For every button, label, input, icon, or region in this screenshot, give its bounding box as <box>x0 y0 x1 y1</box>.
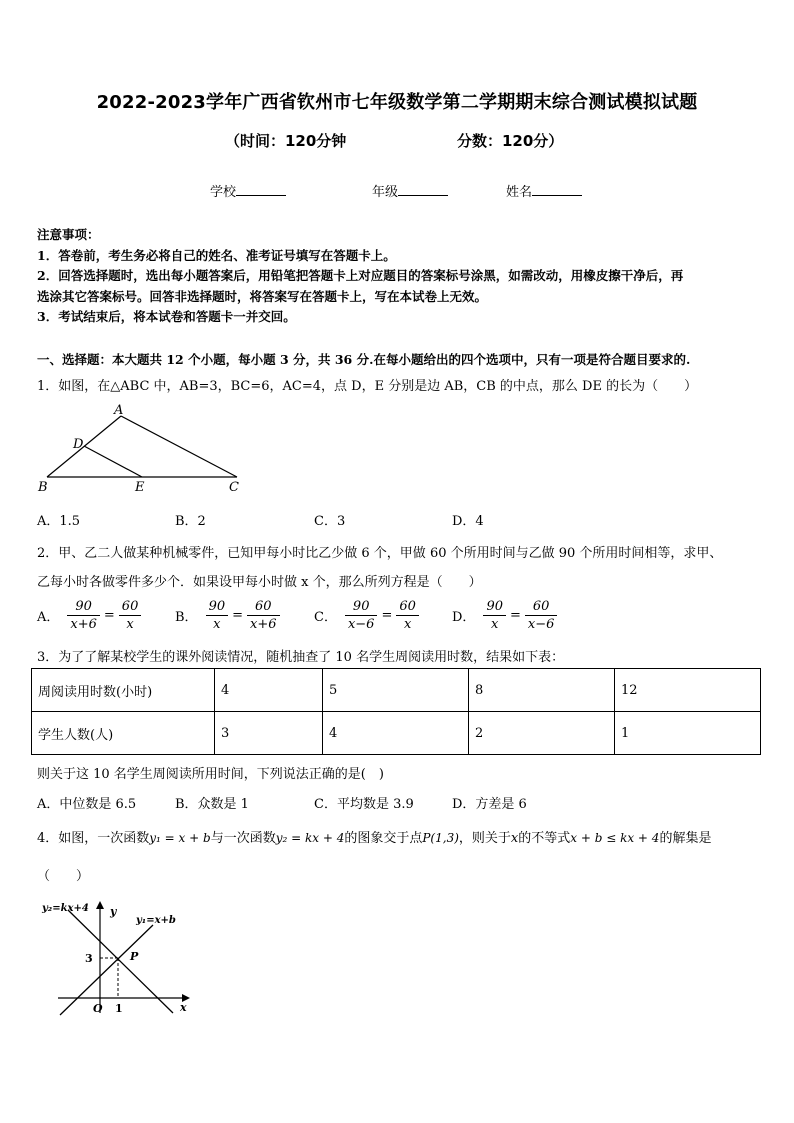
school-field <box>210 181 286 200</box>
q2-option-a: A． $\frac{90}{x+6}$ = $\frac{60}{x}$ <box>37 598 141 633</box>
q2-option-d: D． $\frac{90}{x}$ = $\frac{60}{x-6}$ <box>452 598 557 633</box>
name-field <box>506 181 582 200</box>
q3-option-c: C．平均数是 3.9 <box>314 797 414 812</box>
name-label: 姓名 <box>506 185 533 200</box>
label-e: E <box>135 480 145 495</box>
fraction: $\frac{90}{x-6}$ <box>345 598 378 633</box>
school-blank <box>236 183 286 196</box>
label-one: 1 <box>115 1002 123 1015</box>
exam-score: 分数：120分） <box>457 132 564 150</box>
name-blank <box>532 183 582 196</box>
question-1-stem: 1．如图，在△ABC 中，AB=3，BC=6，AC=4，点 D，E 分别是边 AB，CB 的中点，那么 DE 的长为（ ） <box>37 379 698 394</box>
formula-y2: y₂ = kx + 4 <box>275 831 345 845</box>
reading-time-table <box>31 668 761 755</box>
school-label: 学校 <box>210 185 237 200</box>
question-4-stem: 4．如图，一次函数y₁ = x + b与一次函数y₂ = kx + 4的图象交于点P(1,3)，则关于x的不等式x + b ≤ kx + 4的解集是 <box>37 831 712 846</box>
label-a: A <box>114 403 124 418</box>
table-cell: 4 <box>215 669 323 712</box>
table-cell: 周阅读用时数(小时) <box>32 669 215 712</box>
fraction: $\frac{60}{x+6}$ <box>247 598 280 633</box>
notes-item: 2．回答选择题时，选出每小题答案后，用铅笔把答题卡上对应题目的答案标号涂黑，如需改动，用橡皮擦干净后，再 <box>37 268 684 283</box>
label-y2: y₂=kx+4 <box>42 903 89 914</box>
q1-option-a: A．1.5 <box>37 514 81 529</box>
q1-option-b: B．2 <box>175 514 206 529</box>
table-cell: 2 <box>469 712 615 755</box>
q1-option-d: D．4 <box>452 514 484 529</box>
question-2-stem-cont: 乙每小时各做零件多少个．如果设甲每小时做 x 个，那么所列方程是（ ） <box>37 575 482 590</box>
page-title: 2022-2023学年广西省钦州市七年级数学第二学期期末综合测试模拟试题 <box>96 92 698 113</box>
label-x-axis: x <box>180 1001 187 1014</box>
table-cell: 12 <box>615 669 761 712</box>
label-three: 3 <box>85 952 93 965</box>
label-d: D <box>73 437 84 452</box>
table-cell: 4 <box>323 712 469 755</box>
fraction: $\frac{90}{x}$ <box>206 598 229 633</box>
q2-option-c: C． $\frac{90}{x-6}$ = $\frac{60}{x}$ <box>314 598 419 633</box>
fraction: $\frac{60}{x}$ <box>119 598 142 633</box>
label-y1: y₁=x+b <box>136 915 176 926</box>
table-cell: 8 <box>469 669 615 712</box>
label-origin: O <box>93 1002 103 1015</box>
question-4-paren: （ ） <box>37 869 90 884</box>
section-heading: 一、选择题：本大题共 12 个小题，每小题 3 分，共 36 分.在每小题给出的四个选项中，只有一项是符合题目要求的. <box>37 352 691 367</box>
q3-option-b: B．众数是 1 <box>175 797 249 812</box>
inequality: x + b ≤ kx + 4 <box>570 831 660 845</box>
question-3-stem: 3．为了了解某校学生的课外阅读情况，随机抽查了 10 名学生周阅读用时数，结果如下表： <box>37 650 565 665</box>
exam-time: （时间：120分钟 <box>225 132 347 150</box>
notes-item: 3．考试结束后，将本试卷和答题卡一并交回。 <box>37 309 296 324</box>
table-cell: 学生人数(人) <box>32 712 215 755</box>
q3-option-a: A．中位数是 6.5 <box>37 797 137 812</box>
table-row <box>32 712 761 755</box>
q1-option-c: C．3 <box>314 514 346 529</box>
triangle-figure <box>33 403 248 495</box>
fraction: $\frac{90}{x}$ <box>483 598 506 633</box>
label-p: P <box>130 950 139 963</box>
table-row <box>32 669 761 712</box>
table-cell: 5 <box>323 669 469 712</box>
q3-option-d: D．方差是 6 <box>452 797 527 812</box>
grade-label: 年级 <box>372 185 399 200</box>
var-x: x <box>510 831 519 846</box>
label-y-axis: y <box>110 905 117 918</box>
point-p: P(1,3) <box>422 831 459 845</box>
notes-heading: 注意事项： <box>37 227 100 242</box>
grade-blank <box>398 183 448 196</box>
fraction: $\frac{60}{x}$ <box>396 598 419 633</box>
notes-item: 选涂其它答案标号。回答非选择题时，将答案写在答题卡上，写在本试卷上无效。 <box>37 289 488 304</box>
grade-field <box>372 181 448 200</box>
table-cell: 1 <box>615 712 761 755</box>
label-b: B <box>38 480 48 495</box>
notes-item: 1．答卷前，考生务必将自己的姓名、准考证号填写在答题卡上。 <box>37 248 396 263</box>
fraction: $\frac{90}{x+6}$ <box>67 598 100 633</box>
question-2-stem: 2．甲、乙二人做某种机械零件，已知甲每小时比乙少做 6 个，甲做 60 个所用时间与乙做 90 个所用时间相等，求甲、 <box>37 546 723 561</box>
table-cell: 3 <box>215 712 323 755</box>
question-3-prompt: 则关于这 10 名学生周阅读所用时间，下列说法正确的是( ) <box>37 767 384 782</box>
linear-functions-graph <box>38 895 198 1020</box>
fraction: $\frac{60}{x-6}$ <box>525 598 558 633</box>
formula-y1: y₁ = x + b <box>149 831 211 845</box>
label-c: C <box>229 480 239 495</box>
q2-option-b: B． $\frac{90}{x}$ = $\frac{60}{x+6}$ <box>175 598 280 633</box>
